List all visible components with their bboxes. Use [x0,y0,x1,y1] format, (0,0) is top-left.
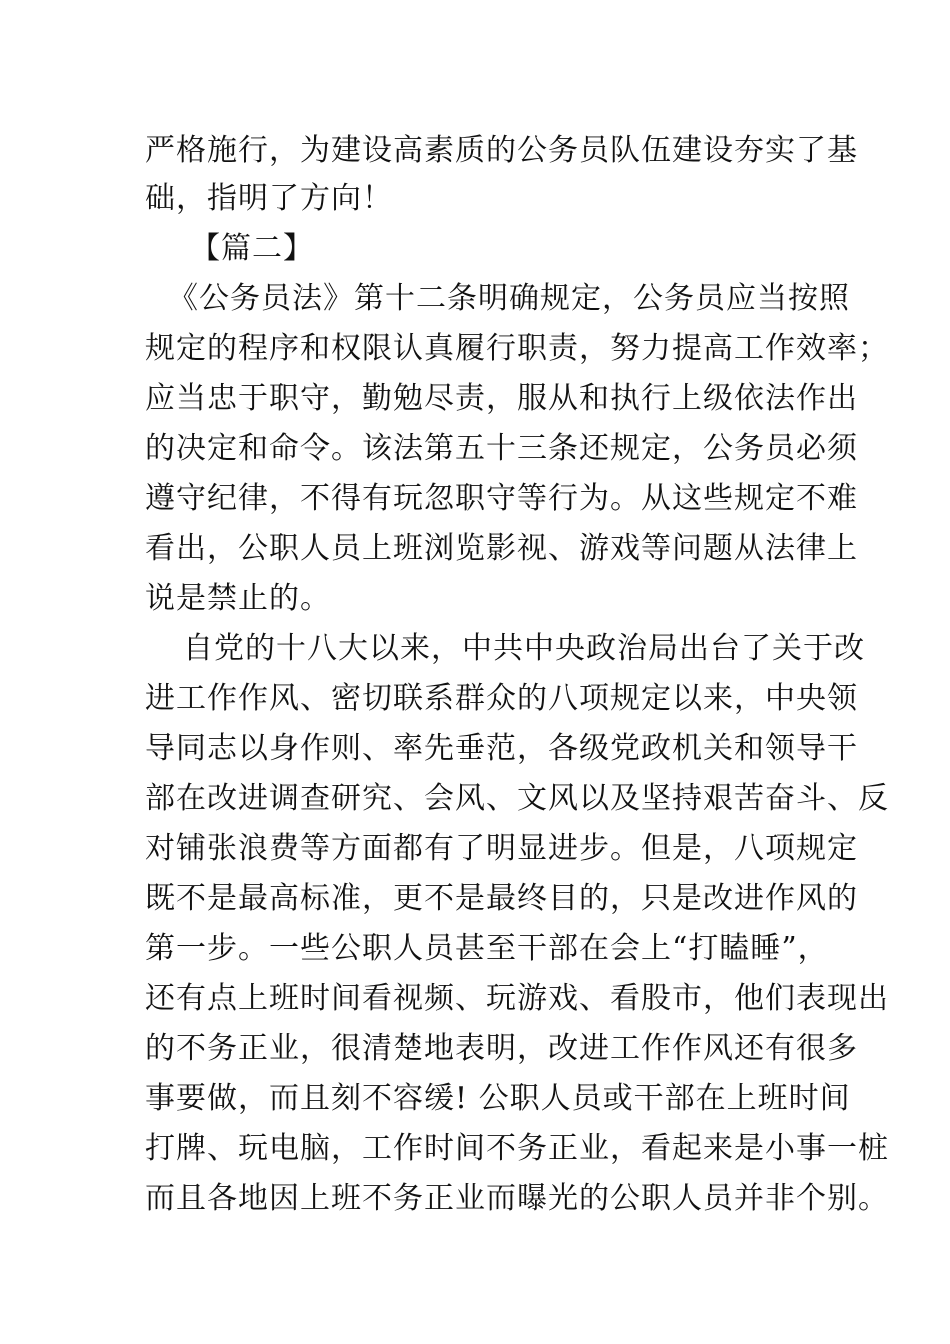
paragraph-line: 第一步。一些公职人员甚至干部在会上“打瞌睡”， [145,931,829,966]
paragraph-line: 既不是最高标准，更不是最终目的，只是改进作风的 [145,881,858,916]
paragraph-line: 础，指明了方向！ [145,181,393,216]
paragraph-line: 看出，公职人员上班浏览影视、游戏等问题从法律上 [145,531,858,566]
paragraph-line: 对铺张浪费等方面都有了明显进步。但是，八项规定 [145,831,858,866]
paragraph-line: 部在改进调查研究、会风、文风以及坚持艰苦奋斗、反 [145,781,889,816]
paragraph-line: 事要做，而且刻不容缓! 公职人员或干部在上班时间 [145,1081,851,1116]
paragraph-line: 严格施行，为建设高素质的公务员队伍建设夯实了基 [145,133,858,168]
paragraph-line: 的不务正业，很清楚地表明，改进工作作风还有很多 [145,1031,858,1066]
paragraph-line: 还有点上班时间看视频、玩游戏、看股市，他们表现出 [145,981,889,1016]
paragraph-line: 打牌、玩电脑，工作时间不务正业，看起来是小事一桩 [145,1131,889,1166]
paragraph-line: 说是禁止的。 [145,581,331,616]
paragraph-line: 规定的程序和权限认真履行职责，努力提高工作效率； [145,331,889,366]
paragraph-line: 自党的十八大以来，中共中央政治局出台了关于改 [183,631,865,666]
paragraph-line: 应当忠于职守，勤勉尽责，服从和执行上级依法作出 [145,381,858,416]
paragraph-line: 的决定和命令。该法第五十三条还规定，公务员必须 [145,431,858,466]
paragraph-line: 而且各地因上班不务正业而曝光的公职人员并非个别。 [145,1181,889,1216]
paragraph-line: 遵守纪律，不得有玩忽职守等行为。从这些规定不难 [145,481,858,516]
paragraph-line: 进工作作风、密切联系群众的八项规定以来，中央领 [145,681,858,716]
paragraph-line: 导同志以身作则、率先垂范，各级党政机关和领导干 [145,731,858,766]
paragraph-line: 《公务员法》第十二条明确规定，公务员应当按照 [168,281,850,316]
section-heading: 【篇二】 [190,231,314,266]
